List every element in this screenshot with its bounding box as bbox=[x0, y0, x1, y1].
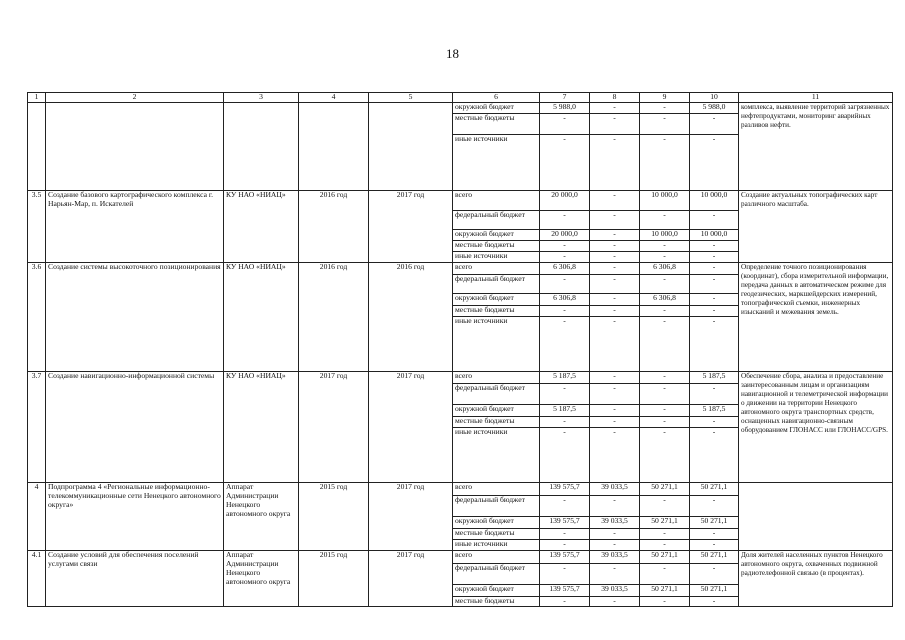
funding-2015: - bbox=[590, 317, 640, 372]
funding-2015: 39 033,5 bbox=[590, 585, 640, 597]
funding-2016: - bbox=[640, 103, 690, 114]
item-name: Создание базового картографического комплекса г. Нарьян-Мар, п. Искателей bbox=[46, 191, 224, 263]
header-cell: 5 bbox=[369, 93, 453, 103]
expected-result: комплекса, выявление территорий загрязненных нефтепродуктами, мониторинг аварийных разливов нефти. bbox=[739, 103, 893, 191]
funding-2017: 5 187,5 bbox=[690, 372, 739, 384]
item-executor: КУ НАО «НИАЦ» bbox=[224, 263, 299, 372]
table-row bbox=[28, 191, 893, 211]
funding-total: 20 000,0 bbox=[540, 230, 590, 241]
table-row bbox=[28, 551, 893, 564]
item-executor: Аппарат Администрации Ненецкого автономного округа bbox=[224, 551, 299, 607]
funding-2016: - bbox=[640, 241, 690, 252]
funding-total: 5 988,0 bbox=[540, 103, 590, 114]
funding-2017: - bbox=[690, 540, 739, 551]
funding-2015: - bbox=[590, 135, 640, 191]
funding-2015: - bbox=[590, 191, 640, 211]
item-executor: КУ НАО «НИАЦ» bbox=[224, 191, 299, 263]
funding-2015: 39 033,5 bbox=[590, 483, 640, 496]
funding-total: - bbox=[540, 275, 590, 294]
funding-2016: - bbox=[640, 252, 690, 263]
funding-source: местные бюджеты bbox=[453, 417, 540, 428]
funding-2016: - bbox=[640, 564, 690, 585]
funding-source: иные источники bbox=[453, 540, 540, 551]
funding-source: иные источники bbox=[453, 252, 540, 263]
funding-source: федеральный бюджет bbox=[453, 211, 540, 230]
funding-2017: 50 271,1 bbox=[690, 551, 739, 564]
funding-total: - bbox=[540, 241, 590, 252]
item-start-year bbox=[299, 103, 369, 191]
item-end-year: 2017 год bbox=[369, 191, 453, 263]
funding-2015: - bbox=[590, 230, 640, 241]
funding-total: - bbox=[540, 428, 590, 483]
program-table bbox=[27, 92, 893, 607]
item-name: Создание навигационно-информационной системы bbox=[46, 372, 224, 483]
funding-2017: - bbox=[690, 317, 739, 372]
funding-2017: - bbox=[690, 252, 739, 263]
funding-2015: - bbox=[590, 114, 640, 135]
funding-2017: - bbox=[690, 275, 739, 294]
item-end-year bbox=[369, 103, 453, 191]
funding-source: федеральный бюджет bbox=[453, 496, 540, 517]
funding-2016: 50 271,1 bbox=[640, 517, 690, 529]
item-start-year: 2015 год bbox=[299, 483, 369, 551]
funding-2017: 50 271,1 bbox=[690, 585, 739, 597]
funding-total: - bbox=[540, 417, 590, 428]
funding-2016: 10 000,0 bbox=[640, 230, 690, 241]
funding-total: - bbox=[540, 540, 590, 551]
funding-2016: - bbox=[640, 275, 690, 294]
funding-total: - bbox=[540, 317, 590, 372]
funding-2016: 10 000,0 bbox=[640, 191, 690, 211]
expected-result: Создание актуальных топографических карт различного масштаба. bbox=[739, 191, 893, 263]
funding-2017: - bbox=[690, 597, 739, 607]
item-number: 4 bbox=[28, 483, 46, 551]
header-cell: 3 bbox=[224, 93, 299, 103]
item-executor bbox=[224, 103, 299, 191]
funding-source: всего bbox=[453, 372, 540, 384]
expected-result bbox=[739, 483, 893, 551]
item-start-year: 2016 год bbox=[299, 191, 369, 263]
funding-source: федеральный бюджет bbox=[453, 384, 540, 405]
funding-source: местные бюджеты bbox=[453, 114, 540, 135]
item-number: 4.1 bbox=[28, 551, 46, 607]
funding-source: федеральный бюджет bbox=[453, 564, 540, 585]
item-start-year: 2016 год bbox=[299, 263, 369, 372]
funding-total: - bbox=[540, 597, 590, 607]
funding-2017: 10 000,0 bbox=[690, 230, 739, 241]
item-name: Создание условий для обеспечения поселений услугами связи bbox=[46, 551, 224, 607]
funding-total: - bbox=[540, 252, 590, 263]
funding-2015: 39 033,5 bbox=[590, 517, 640, 529]
header-row bbox=[28, 93, 893, 103]
funding-total: 139 575,7 bbox=[540, 585, 590, 597]
funding-source: всего bbox=[453, 263, 540, 275]
funding-source: окружной бюджет bbox=[453, 585, 540, 597]
funding-total: - bbox=[540, 564, 590, 585]
header-cell: 6 bbox=[453, 93, 540, 103]
funding-2016: - bbox=[640, 114, 690, 135]
funding-source: всего bbox=[453, 191, 540, 211]
item-executor: Аппарат Администрации Ненецкого автономного округа bbox=[224, 483, 299, 551]
funding-source: окружной бюджет bbox=[453, 230, 540, 241]
funding-2015: - bbox=[590, 241, 640, 252]
funding-source: окружной бюджет bbox=[453, 294, 540, 306]
funding-total: 5 187,5 bbox=[540, 372, 590, 384]
table-row bbox=[28, 483, 893, 496]
funding-total: 139 575,7 bbox=[540, 483, 590, 496]
funding-source: окружной бюджет bbox=[453, 517, 540, 529]
item-end-year: 2017 год bbox=[369, 483, 453, 551]
header-cell: 4 bbox=[299, 93, 369, 103]
funding-total: 139 575,7 bbox=[540, 551, 590, 564]
funding-2016: - bbox=[640, 428, 690, 483]
funding-source: иные источники bbox=[453, 317, 540, 372]
funding-2016: - bbox=[640, 529, 690, 540]
funding-2016: - bbox=[640, 496, 690, 517]
funding-2015: - bbox=[590, 496, 640, 517]
funding-total: 6 306,8 bbox=[540, 263, 590, 275]
item-number: 3.6 bbox=[28, 263, 46, 372]
header-cell: 11 bbox=[739, 93, 893, 103]
funding-2016: 6 306,8 bbox=[640, 263, 690, 275]
funding-2015: - bbox=[590, 372, 640, 384]
funding-2015: - bbox=[590, 540, 640, 551]
funding-2017: - bbox=[690, 384, 739, 405]
funding-2017: - bbox=[690, 564, 739, 585]
funding-2016: 50 271,1 bbox=[640, 551, 690, 564]
table-row bbox=[28, 263, 893, 275]
funding-2016: 6 306,8 bbox=[640, 294, 690, 306]
funding-total: 20 000,0 bbox=[540, 191, 590, 211]
funding-source: федеральный бюджет bbox=[453, 275, 540, 294]
funding-2016: 50 271,1 bbox=[640, 585, 690, 597]
funding-source: окружной бюджет bbox=[453, 103, 540, 114]
funding-source: местные бюджеты bbox=[453, 529, 540, 540]
funding-2015: - bbox=[590, 103, 640, 114]
funding-2015: - bbox=[590, 417, 640, 428]
expected-result: Доля жителей населенных пунктов Ненецкого автономного округа, охваченных подвижной радиотелефонной связью (в процентах). bbox=[739, 551, 893, 607]
funding-2016: - bbox=[640, 384, 690, 405]
funding-2015: - bbox=[590, 211, 640, 230]
funding-total: - bbox=[540, 211, 590, 230]
header-cell: 9 bbox=[640, 93, 690, 103]
funding-2017: 50 271,1 bbox=[690, 517, 739, 529]
funding-2015: - bbox=[590, 294, 640, 306]
funding-2015: - bbox=[590, 597, 640, 607]
funding-source: иные источники bbox=[453, 135, 540, 191]
funding-2015: - bbox=[590, 275, 640, 294]
funding-2016: - bbox=[640, 372, 690, 384]
funding-total: - bbox=[540, 496, 590, 517]
funding-total: - bbox=[540, 114, 590, 135]
funding-total: - bbox=[540, 384, 590, 405]
page-number: 18 bbox=[446, 46, 459, 61]
funding-2016: - bbox=[640, 211, 690, 230]
funding-2017: - bbox=[690, 211, 739, 230]
funding-total: - bbox=[540, 529, 590, 540]
funding-2017: 10 000,0 bbox=[690, 191, 739, 211]
expected-result: Определение точного позиционирования (координат), сбора измерительной информации, передача данных в автоматическом режиме для геодезических, маркшейдерских измерений, топографической съемки, инженерных изысканий и межевания земель. bbox=[739, 263, 893, 372]
funding-2017: - bbox=[690, 114, 739, 135]
funding-2017: - bbox=[690, 417, 739, 428]
funding-2016: - bbox=[640, 540, 690, 551]
table-row bbox=[28, 372, 893, 384]
funding-source: иные источники bbox=[453, 428, 540, 483]
funding-2015: - bbox=[590, 263, 640, 275]
item-start-year: 2017 год bbox=[299, 372, 369, 483]
funding-2015: - bbox=[590, 564, 640, 585]
funding-total: - bbox=[540, 135, 590, 191]
funding-2015: - bbox=[590, 252, 640, 263]
item-name: Создание системы высокоточного позиционирования bbox=[46, 263, 224, 372]
funding-total: - bbox=[540, 306, 590, 317]
table-row bbox=[28, 103, 893, 114]
funding-total: 6 306,8 bbox=[540, 294, 590, 306]
funding-total: 139 575,7 bbox=[540, 517, 590, 529]
item-start-year: 2015 год bbox=[299, 551, 369, 607]
funding-2017: - bbox=[690, 263, 739, 275]
funding-2017: - bbox=[690, 241, 739, 252]
funding-2017: - bbox=[690, 135, 739, 191]
funding-2016: - bbox=[640, 306, 690, 317]
item-end-year: 2017 год bbox=[369, 372, 453, 483]
funding-2017: 5 187,5 bbox=[690, 405, 739, 417]
item-number: 3.5 bbox=[28, 191, 46, 263]
funding-2015: - bbox=[590, 405, 640, 417]
item-end-year: 2016 год bbox=[369, 263, 453, 372]
funding-2017: 50 271,1 bbox=[690, 483, 739, 496]
header-cell: 10 bbox=[690, 93, 739, 103]
funding-2017: - bbox=[690, 428, 739, 483]
funding-2017: - bbox=[690, 529, 739, 540]
funding-2016: - bbox=[640, 317, 690, 372]
funding-2017: - bbox=[690, 306, 739, 317]
funding-source: местные бюджеты bbox=[453, 597, 540, 607]
funding-source: местные бюджеты bbox=[453, 306, 540, 317]
funding-2016: - bbox=[640, 405, 690, 417]
item-end-year: 2017 год bbox=[369, 551, 453, 607]
header-cell: 7 bbox=[540, 93, 590, 103]
item-name: Подпрограмма 4 «Региональные информационно-телекоммуникационные сети Ненецкого автономного округа» bbox=[46, 483, 224, 551]
funding-2016: - bbox=[640, 135, 690, 191]
item-executor: КУ НАО «НИАЦ» bbox=[224, 372, 299, 483]
item-number: 3.7 bbox=[28, 372, 46, 483]
funding-2016: 50 271,1 bbox=[640, 483, 690, 496]
funding-2017: 5 988,0 bbox=[690, 103, 739, 114]
funding-total: 5 187,5 bbox=[540, 405, 590, 417]
header-cell: 2 bbox=[46, 93, 224, 103]
funding-2016: - bbox=[640, 417, 690, 428]
funding-2015: - bbox=[590, 428, 640, 483]
funding-2015: - bbox=[590, 529, 640, 540]
funding-source: всего bbox=[453, 483, 540, 496]
funding-2015: - bbox=[590, 306, 640, 317]
funding-2017: - bbox=[690, 496, 739, 517]
header-cell: 8 bbox=[590, 93, 640, 103]
funding-2016: - bbox=[640, 597, 690, 607]
funding-source: местные бюджеты bbox=[453, 241, 540, 252]
funding-2015: 39 033,5 bbox=[590, 551, 640, 564]
header-cell: 1 bbox=[28, 93, 46, 103]
item-number bbox=[28, 103, 46, 191]
funding-source: окружной бюджет bbox=[453, 405, 540, 417]
item-name bbox=[46, 103, 224, 191]
funding-2015: - bbox=[590, 384, 640, 405]
funding-source: всего bbox=[453, 551, 540, 564]
expected-result: Обеспечение сбора, анализа и предоставление заинтересованным лицам и организациям навигационной и телеметрической информации о движении на территории Ненецкого автономного округа транспортных средств, оснащенных навигационно-связным оборудованием ГЛОНАСС или ГЛОНАСС/GPS. bbox=[739, 372, 893, 483]
funding-2017: - bbox=[690, 294, 739, 306]
